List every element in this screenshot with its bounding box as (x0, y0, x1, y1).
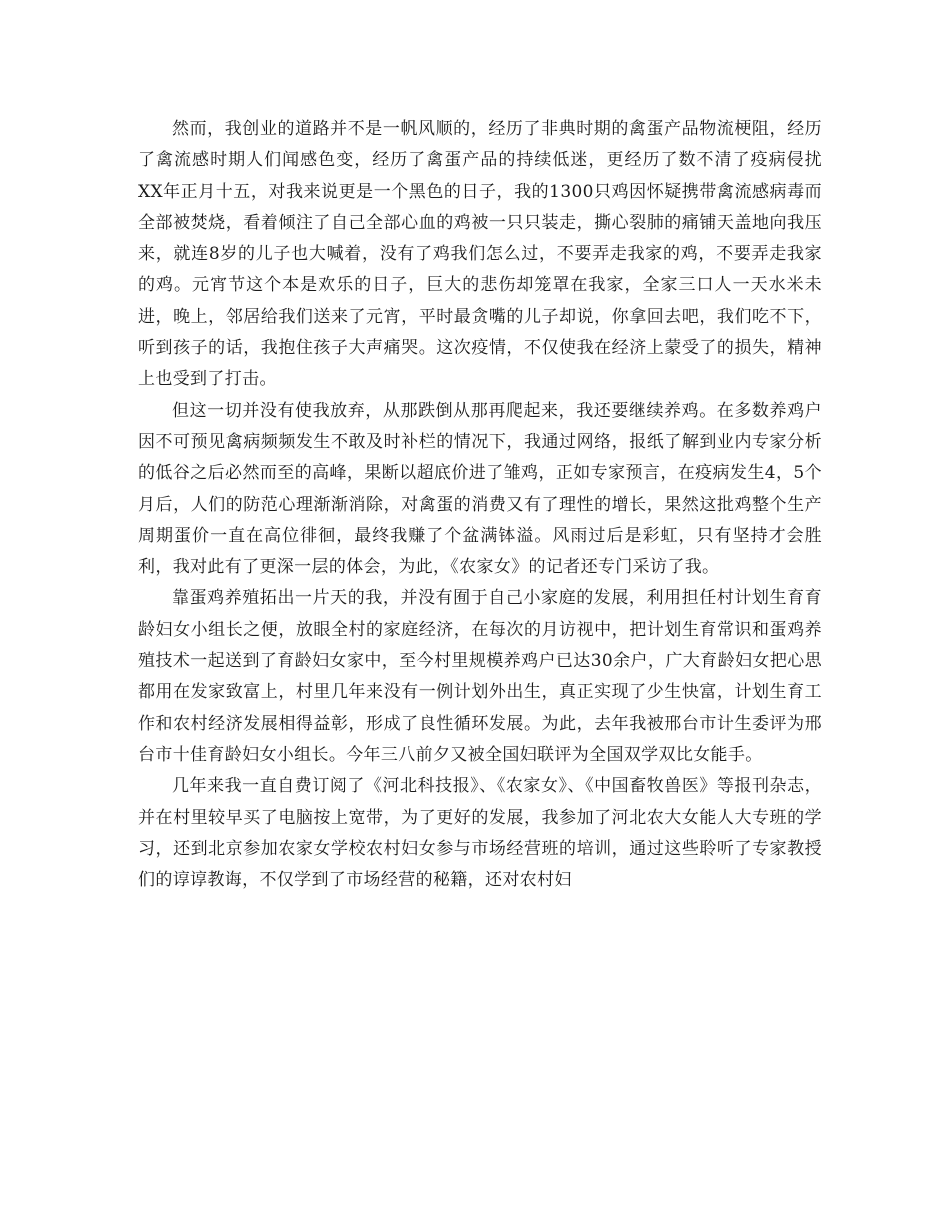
paragraph-2: 但这一切并没有使我放弃，从那跌倒从那再爬起来，我还要继续养鸡。在多数养鸡户因不可预见禽病频频发生不敢及时补栏的情况下，我通过网络，报纸了解到业内专家分析的低谷之后必然而至的高峰，果断以超底价进了雏鸡，正如专家预言，在疫病发生4，5个月后，人们的防范心理渐渐消除，对禽蛋的消费又有了理性的增长，果然这批鸡整个生产周期蛋价一直在高位徘徊，最终我赚了个盆满钵溢。风雨过后是彩虹，只有坚持才会胜利，我对此有了更深一层的体会，为此，《农家女》的记者还专门采访了我。 (138, 400, 822, 578)
paragraph-1: 然而，我创业的道路并不是一帆风顺的，经历了非典时期的禽蛋产品物流梗阻，经历了禽流感时期人们闻感色变，经历了禽蛋产品的持续低迷，更经历了数不清了疫病侵扰XX年正月十五，对我来说更是一个黑色的日子，我的1300只鸡因怀疑携带禽流感病毒而全部被焚烧，看着倾注了自己全部心血的鸡被一只只装走，撕心裂肺的痛铺天盖地向我压来，就连8岁的儿子也大喊着，没有了鸡我们怎么过，不要弄走我家的鸡，不要弄走我家的鸡。元宵节这个本是欢乐的日子，巨大的悲伤却笼罩在我家，全家三口人一天水米未进，晚上，邻居给我们送来了元宵，平时最贪嘴的儿子却说，你拿回去吧，我们吃不下，听到孩子的话，我抱住孩子大声痛哭。这次疫情，不仅使我在经济上蒙受了的损失，精神上也受到了打击。 (138, 119, 822, 390)
paragraph-3: 靠蛋鸡养殖拓出一片天的我，并没有囿于自己小家庭的发展，利用担任村计划生育育龄妇女小组长之便，放眼全村的家庭经济，在每次的月访视中，把计划生育常识和蛋鸡养殖技术一起送到了育龄妇女家中，至今村里规模养鸡户已达30余户，广大育龄妇女把心思都用在发家致富上，村里几年来没有一例计划外出生，真正实现了少生快富，计划生育工作和农村经济发展相得益彰，形成了良性循环发展。为此，去年我被邢台市计生委评为邢台市十佳育龄妇女小组长。今年三八前夕又被全国妇联评为全国双学双比女能手。 (138, 588, 822, 765)
document-body (138, 114, 822, 896)
paragraph-4: 几年来我一直自费订阅了《河北科技报》、《农家女》、《中国畜牧兽医》等报刊杂志，并在村里较早买了电脑按上宽带，为了更好的发展，我参加了河北农大女能人大专班的学习，还到北京参加农家女学校农村妇女参与市场经营班的培训，通过这些聆听了专家教授们的谆谆教诲，不仅学到了市场经营的秘籍，还对农村妇 (138, 776, 822, 891)
